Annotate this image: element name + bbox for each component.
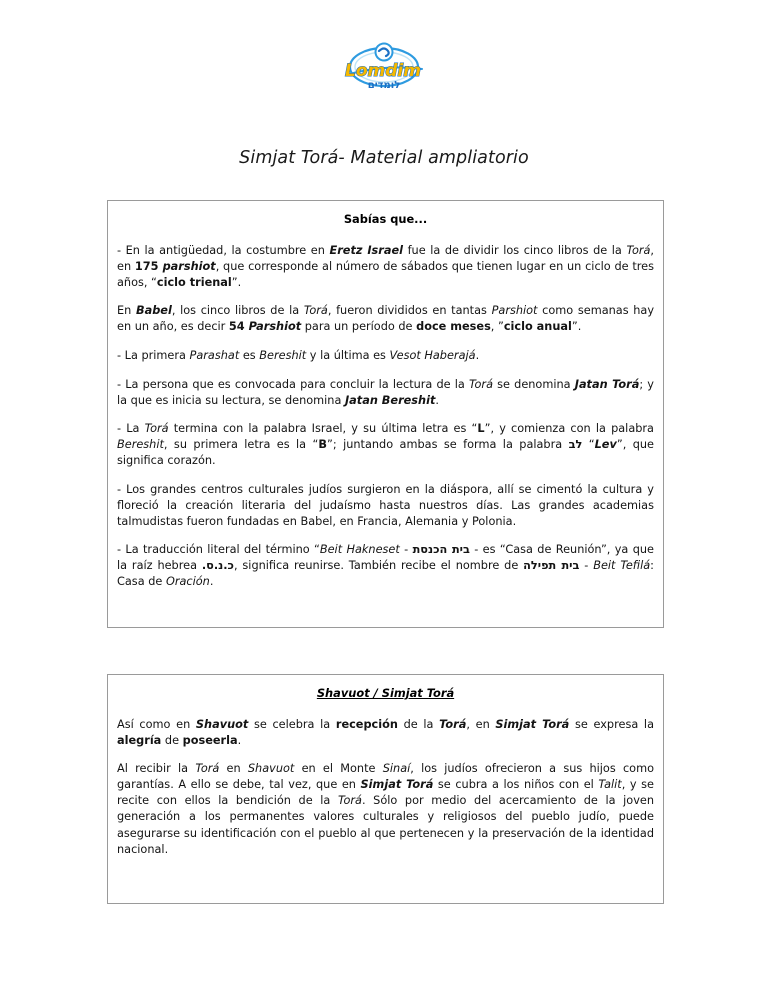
- text-run: -: [579, 559, 594, 573]
- text-run: de: [161, 733, 183, 747]
- text-run-shavuot: Shavuot: [247, 762, 295, 776]
- lomdim-logo-graphic: [332, 42, 436, 94]
- text-run-hebrew-root-kns: כ.נ.ס.: [201, 559, 234, 573]
- text-run-bereshit: Bereshit: [259, 348, 307, 362]
- text-run: , y se recite con ellos la bendición de la: [117, 778, 654, 808]
- text-run: ”.: [231, 275, 242, 289]
- text-run-parshiot: parshiot: [162, 259, 216, 273]
- sabias-que-box: [107, 200, 664, 628]
- text-run: se celebra la: [248, 717, 336, 731]
- text-run: .: [209, 575, 214, 589]
- text-run-jatan-tora: Jatan Torá: [574, 377, 640, 391]
- text-run-tora: Torá: [469, 377, 493, 391]
- text-run-ciclo-trienal: ciclo trienal: [156, 275, 232, 289]
- lomdim-logo: [332, 42, 436, 94]
- text-run: en: [219, 762, 248, 776]
- text-run: para un período de: [301, 320, 417, 334]
- text-run: se denomina: [493, 377, 575, 391]
- text-run: - Los grandes centros culturales judíos surgieron en la diáspora, allí se cimentó la cultura y floreció la creación literaria del judaísmo hasta nuestros días. Las grandes academias talmudistas fueron fundadas en Babel, en Francia, Alemania y Polonia.: [117, 482, 654, 528]
- text-run-letter-l: L: [477, 422, 485, 436]
- text-run: ”; juntando ambas se forma la palabra: [327, 438, 569, 452]
- text-run: Así como en: [117, 717, 196, 731]
- text-run-alegria: alegría: [117, 733, 162, 747]
- paragraph-ciclo-anual: [117, 303, 654, 335]
- text-run-beit-hakneset: Beit Hakneset: [319, 543, 400, 557]
- text-run-sinai: Sinaí: [382, 762, 411, 776]
- paragraph-ciclo-trienal: [117, 243, 654, 291]
- text-run: se expresa la: [569, 717, 654, 731]
- text-run: ”, y comienza con la palabra: [484, 422, 654, 436]
- text-run-tora: Torá: [439, 717, 467, 731]
- text-run: , fueron divididos en tantas: [327, 304, 492, 318]
- text-run-letter-b: B: [318, 438, 327, 452]
- text-run-vesot-haberaja: Vesot Haberajá: [389, 348, 476, 362]
- text-run: fue la de dividir los cinco libros de la: [403, 243, 627, 257]
- text-run-lev: Lev: [594, 438, 617, 452]
- text-run-talit: Talit: [598, 778, 622, 792]
- text-run: y la última es: [306, 348, 390, 362]
- text-run-bereshit: Bereshit: [117, 438, 164, 452]
- paragraph-primera-parashat: [117, 348, 654, 364]
- text-run: .: [475, 348, 480, 362]
- paragraph-lev: [117, 421, 654, 469]
- text-run: : Casa de: [117, 559, 654, 589]
- text-run: - La persona que es convocada para concluir la lectura de la: [117, 377, 470, 391]
- text-run: ”.: [571, 320, 582, 334]
- text-run-jatan-bereshit: Jatan Bereshit: [344, 393, 436, 407]
- text-run-simjat-tora: Simjat Torá: [495, 717, 570, 731]
- text-run-hebrew-lev: לב: [568, 438, 583, 452]
- text-run-babel: Babel: [135, 304, 172, 318]
- text-run-tora: Torá: [195, 762, 220, 776]
- text-run: de la: [397, 717, 440, 731]
- text-run-shavuot: Shavuot: [195, 717, 249, 731]
- text-run-parshiot-bold: Parshiot: [248, 320, 302, 334]
- text-run-eretz-israel: Eretz Israel: [329, 243, 403, 257]
- text-run-oracion: Oración: [165, 575, 210, 589]
- paragraph-beit-hakneset: [117, 542, 654, 590]
- paragraph-diaspora: [117, 482, 654, 530]
- text-run: , los judíos ofrecieron a sus hijos como garantías. A ello se debe, tal vez, que en: [117, 762, 655, 792]
- text-run: - es “Casa de Reunión”, ya que la raíz hebrea: [117, 543, 654, 573]
- text-run-54: 54: [228, 320, 249, 334]
- text-run-parashat: Parashat: [189, 348, 240, 362]
- text-run: . Sólo por medio del acercamiento de la joven generación a los permanentes valores culturales y religiosos del pueblo judío, puede asegurarse su identificación con el pueblo al que pertenecen y la preservación de la identidad nacional.: [117, 794, 654, 856]
- text-run: , los cinco libros de la: [171, 304, 304, 318]
- text-run: - La primera: [117, 348, 190, 362]
- text-run: .: [435, 393, 439, 407]
- text-run-175: 175: [134, 259, 163, 273]
- text-run: se cubra a los niños con el: [433, 778, 599, 792]
- text-run-simjat-tora: Simjat Torá: [360, 778, 434, 792]
- paragraph-sinai-talit: [117, 761, 654, 857]
- text-run: -: [399, 543, 413, 557]
- page-title: Simjat Torá- Material ampliatorio: [239, 148, 529, 168]
- text-run: en el Monte: [294, 762, 383, 776]
- text-run-tora-2: Torá: [337, 794, 362, 808]
- text-run: , significa reunirse. También recibe el nombre de: [233, 559, 524, 573]
- text-run: - La traducción literal del término “: [117, 543, 320, 557]
- text-run: , que corresponde al número de sábados que tienen lugar en un ciclo de tres años, “: [117, 259, 655, 289]
- paragraph-jatan-tora: [117, 377, 654, 409]
- text-run: “: [582, 438, 595, 452]
- text-run: ; y la que es inicia su lectura, se denomina: [117, 377, 654, 407]
- text-run-tora: Torá: [303, 304, 328, 318]
- logo-container: [0, 42, 768, 94]
- text-run-doce-meses: doce meses: [416, 320, 491, 334]
- text-run: .: [237, 733, 242, 747]
- text-run: , en: [466, 717, 496, 731]
- text-run-poseerla: poseerla: [182, 733, 238, 747]
- text-run-tora: Torá: [626, 243, 651, 257]
- sabias-que-heading: Sabías que...: [343, 212, 428, 226]
- shavuot-heading: Shavuot / Simjat Torá: [316, 686, 455, 700]
- text-run-hebrew-beit-tefila: בית תפילה: [523, 559, 580, 573]
- text-run: es: [239, 348, 260, 362]
- logo-hebrew-text: לומדים: [367, 80, 401, 91]
- text-run-recepcion: recepción: [335, 717, 398, 731]
- text-run: , ”: [490, 320, 504, 334]
- text-run: , en: [117, 243, 655, 273]
- text-run-ciclo-anual: ciclo anual: [503, 320, 572, 334]
- text-run: - En la antigüedad, la costumbre en: [117, 243, 330, 257]
- text-run: como semanas hay en un año, es decir: [117, 304, 655, 334]
- text-run-parshiot: Parshiot: [491, 304, 538, 318]
- text-run: En: [117, 304, 136, 318]
- text-run: , su primera letra es la “: [163, 438, 319, 452]
- paragraph-recepcion-alegria: [117, 717, 654, 749]
- text-run: termina con la palabra Israel, y su última letra es “: [168, 422, 478, 436]
- shavuot-simjat-tora-box: [107, 674, 664, 904]
- text-run: - La: [117, 422, 145, 436]
- logo-latin-text: Lomdim: [345, 61, 421, 81]
- text-run-hebrew-beit-hakneset: בית הכנסת: [412, 543, 470, 557]
- text-run: Al recibir la: [117, 762, 196, 776]
- text-run-beit-tefila: Beit Tefilá: [593, 559, 651, 573]
- text-run: ”, que significa corazón.: [117, 438, 654, 468]
- text-run-tora: Torá: [144, 422, 169, 436]
